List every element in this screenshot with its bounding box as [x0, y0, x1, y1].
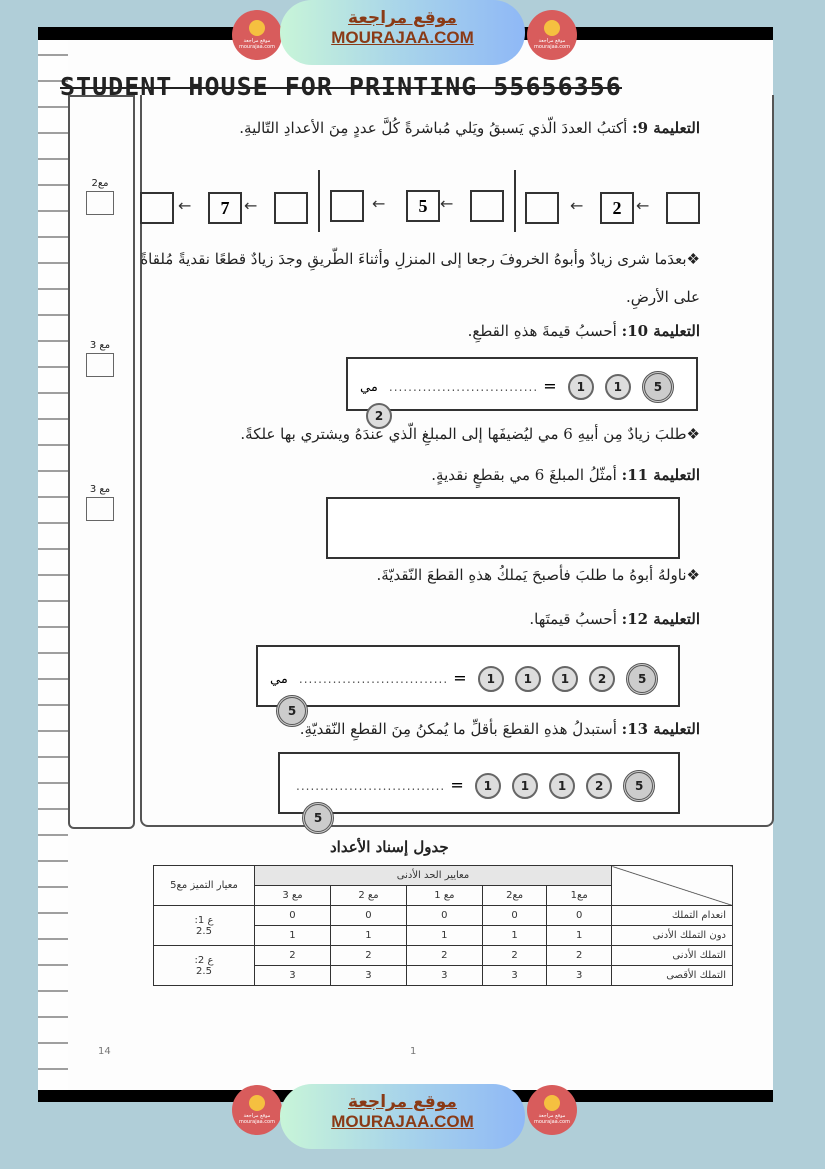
given-number-box: 5 [406, 190, 440, 222]
coin-5: 5 [302, 802, 334, 834]
site-logo-left-bottom[interactable]: موقع مراجعة mourajaa.com [232, 1085, 282, 1135]
score-box-2: مع 3 [80, 340, 120, 377]
coin-1: 1 [605, 374, 631, 400]
arrow-left-icon: ← [636, 196, 650, 215]
book-icon [249, 20, 265, 36]
exercise10-coin-box: مي ............................... = 1 1 5 2 [346, 357, 698, 411]
given-number-box: 7 [208, 192, 242, 224]
exercise11-instruction: التعليمة 11: أمثّلُ المبلغَ 6 مي بقطعٍ نقديةٍ. [431, 466, 700, 484]
excellence-header: معيار التميز مع5 [154, 866, 255, 906]
site-banner-top[interactable] [280, 0, 525, 65]
site-banner-bottom[interactable] [280, 1084, 525, 1149]
table-row: دون التملك الأدنى 1 1 1 1 1 [154, 926, 733, 946]
site-logo-right-bottom[interactable]: موقع مراجعة mourajaa.com [527, 1085, 577, 1135]
banner-arabic: موقع مراجعة [348, 1092, 457, 1112]
printing-stamp: STUDENT HOUSE FOR PRINTING 55656356 [60, 72, 622, 101]
story-paragraph-2: ❖طلبَ زيادٌ مِن أبيهِ 6 مي ليُضيفَها إلى المبلغِ الّذي عندَهُ ويشتري بها علكةً. [240, 425, 700, 443]
site-logo-left[interactable]: موقع مراجعة mourajaa.com [232, 10, 282, 60]
coin-5: 5 [623, 770, 655, 802]
book-icon [544, 1095, 560, 1111]
group-divider [514, 170, 516, 232]
banner-arabic: موقع مراجعة [348, 8, 457, 28]
story-paragraph-1: ❖بعدَما شرى زيادٌ وأبوهُ الخروفَ رجعا إلى المنزلِ وأثناءَ الطّريقِ وجدَ زيادٌ قطعًا نقديةً مُلقاةً على الأرضِ. [140, 250, 700, 306]
answer-box[interactable] [274, 192, 308, 224]
exercise10-instruction: التعليمة 10: أحسبُ قيمةَ هذهِ القطعِ. [467, 322, 700, 340]
arrow-left-icon: ← [372, 194, 386, 213]
arrow-left-icon: ← [440, 194, 454, 213]
score-box-3: مع 3 [80, 484, 120, 521]
exercise9-instruction: التعليمة 9: أكتبُ العددَ الّذي يَسبقُ ويَلي مُباشرةً كُلَّ عددٍ مِنَ الأعدادِ التّاليةِ. [239, 119, 700, 137]
exercise12-coin-box: مي ............................... = 1 1 1 2 5 5 [256, 645, 680, 707]
table-row: التملك الأقصى 3 3 3 3 3 [154, 966, 733, 986]
banner-latin: MOURAJAA.COM [331, 1112, 474, 1131]
arrow-left-icon: ← [178, 196, 192, 215]
given-number-box: 2 [600, 192, 634, 224]
coin-2: 2 [366, 403, 392, 429]
coin-1: 1 [475, 773, 501, 799]
grading-table: معايير الحد الأدنى معيار التميز مع5 مع1 مع2 مع 1 مع 2 مع 3 انعدام التملك 0 0 0 0 0 ع 1: 2.5 دون التملك الأدنى 1 1 1 1 1 التملك الأدنى 2 2 2 2 2 ع 2: 2.5 التملك الأقصى 3 3 3 3 3 [153, 865, 733, 986]
diagonal-corner-cell [612, 866, 733, 906]
answer-box[interactable] [666, 192, 700, 224]
table-row: التملك الأدنى 2 2 2 2 2 ع 2: 2.5 [154, 946, 733, 966]
coin-1: 1 [552, 666, 578, 692]
answer-blank[interactable]: ............................... [388, 380, 539, 394]
exercise13-coin-box: ............................... = 1 1 1 2 5 5 [278, 752, 680, 814]
page-number-center: 1 [410, 1046, 417, 1057]
coin-2: 2 [589, 666, 615, 692]
book-icon [249, 1095, 265, 1111]
binding-edge [38, 40, 68, 1090]
minimum-criteria-header: معايير الحد الأدنى [255, 866, 612, 886]
page-number-left: 14 [98, 1046, 111, 1057]
exercise13-instruction: التعليمة 13: أستبدلُ هذهِ القطعَ بأقلِّ ما يُمكنُ مِنَ القطعِ النّقديّةِ. [299, 720, 700, 738]
coin-1: 1 [512, 773, 538, 799]
story-paragraph-3: ❖ناولهُ أبوهُ ما طلبَ فأصبحَ يَملكُ هذهِ القطعَ النّقديّةَ. [376, 566, 700, 584]
answer-box[interactable] [330, 190, 364, 222]
exercise11-drawing-area[interactable] [326, 497, 680, 559]
arrow-left-icon: ← [244, 196, 258, 215]
coin-1: 1 [568, 374, 594, 400]
answer-box[interactable] [525, 192, 559, 224]
arrow-left-icon: ← [570, 196, 584, 215]
answer-box[interactable] [140, 192, 174, 224]
coin-1: 1 [515, 666, 541, 692]
answer-blank[interactable]: ............................... [296, 779, 446, 793]
coin-1: 1 [549, 773, 575, 799]
book-icon [544, 20, 560, 36]
site-logo-right[interactable]: موقع مراجعة mourajaa.com [527, 10, 577, 60]
banner-latin: MOURAJAA.COM [331, 28, 474, 47]
coin-5: 5 [276, 695, 308, 727]
grading-table-title: جدول إسناد الأعداد [330, 838, 449, 856]
coin-1: 1 [478, 666, 504, 692]
coin-5: 5 [626, 663, 658, 695]
exercise12-instruction: التعليمة 12: أحسبُ قيمتَها. [529, 610, 700, 628]
group-divider [318, 170, 320, 232]
answer-blank[interactable]: ............................... [298, 672, 449, 686]
score-box-1: مع2 [80, 178, 120, 215]
table-row: انعدام التملك 0 0 0 0 0 ع 1: 2.5 [154, 906, 733, 926]
coin-2: 2 [586, 773, 612, 799]
coin-5: 5 [642, 371, 674, 403]
answer-box[interactable] [470, 190, 504, 222]
